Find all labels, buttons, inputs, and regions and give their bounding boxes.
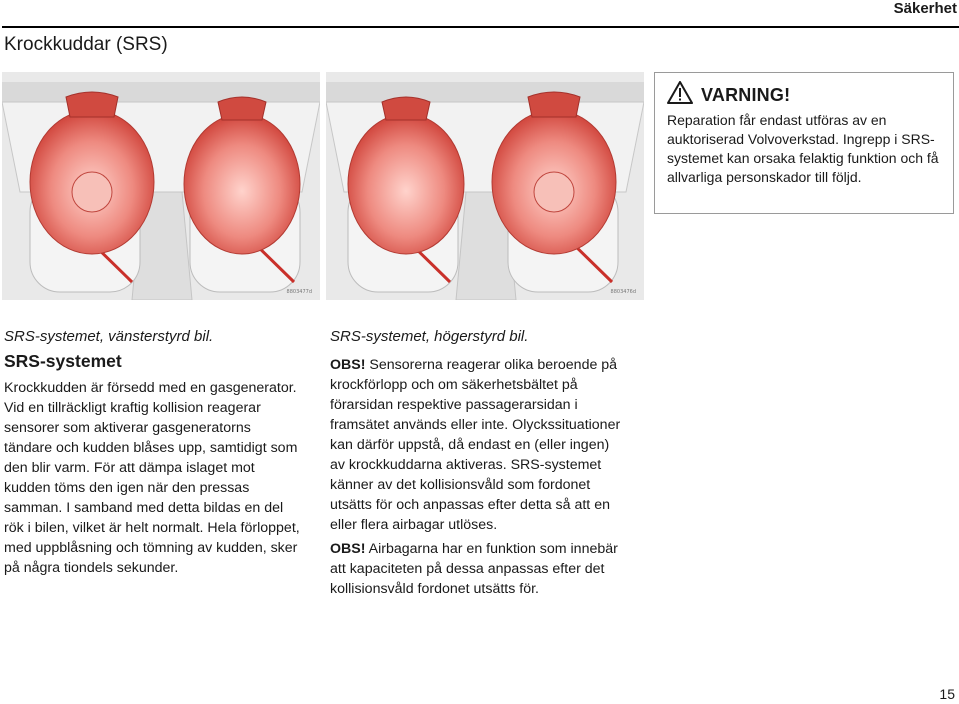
figure-code-lhd: 8803477d [286,289,312,295]
figure-rhd [326,72,644,300]
figure-code-rhd: 8803476d [610,289,636,295]
warning-triangle-icon [667,81,693,109]
srs-body-text: Krockkudden är försedd med en gasgenerator. Vid en tillräckligt kraftig kollision reagerar sensorer som aktiverar gasgeneratorns tändare och kudden blåses upp, samtidigt som den blir varm. För att dämpa islaget mot kudden töms den igen när den pressas samman. I samband med detta bildas en del rök i bilen, vilket är helt normalt. Hela förloppet, med uppblåsning och tömning av kudden, sker på några tiondels sekunder. [4,380,300,576]
note-2-label: OBS! [330,541,366,557]
note-1-label: OBS! [330,357,366,373]
header-section-title: Säkerhet [893,0,957,17]
page-title: Krockkuddar (SRS) [4,34,168,55]
note-1 [330,355,628,535]
srs-illustration-lhd [2,72,320,300]
srs-heading: SRS-systemet [4,351,122,371]
figure-lhd [2,72,320,300]
page-number: 15 [939,686,955,702]
warning-title: VARNING! [701,84,791,105]
warning-text: Reparation får endast utföras av en auktoriserad Volvoverkstad. Ingrepp i SRS-systemet kan orsaka felaktig funktion och få allvarliga personskador till följd. [667,112,939,185]
caption-rhd: SRS-systemet, högerstyrd bil. [330,328,529,345]
warning-box [654,72,954,214]
header-rule [2,26,959,28]
srs-illustration-rhd [326,72,644,300]
caption-lhd: SRS-systemet, vänsterstyrd bil. [4,328,214,345]
right-column-body [330,355,628,603]
note-2-text: Airbagarna har en funktion som innebär att kapaciteten på dessa anpassas efter det kollisionsvåld fordonet utsätts för. [330,541,618,597]
note-2 [330,539,628,599]
left-column-body [4,378,302,582]
note-1-text: Sensorerna reagerar olika beroende på krockförlopp och om säkerhetsbältet på förarsidan respektive passagerarsidan i framsätet används eller inte. Olyckssituationer kan därför uppstå, då endast en (eller ingen) av krockkuddarna aktiveras. SRS-systemet känner av det kollisionsvåld som fordonet utsätts för och anpassas efter detta så att en eller flera airbagar utlöses. [330,357,621,533]
